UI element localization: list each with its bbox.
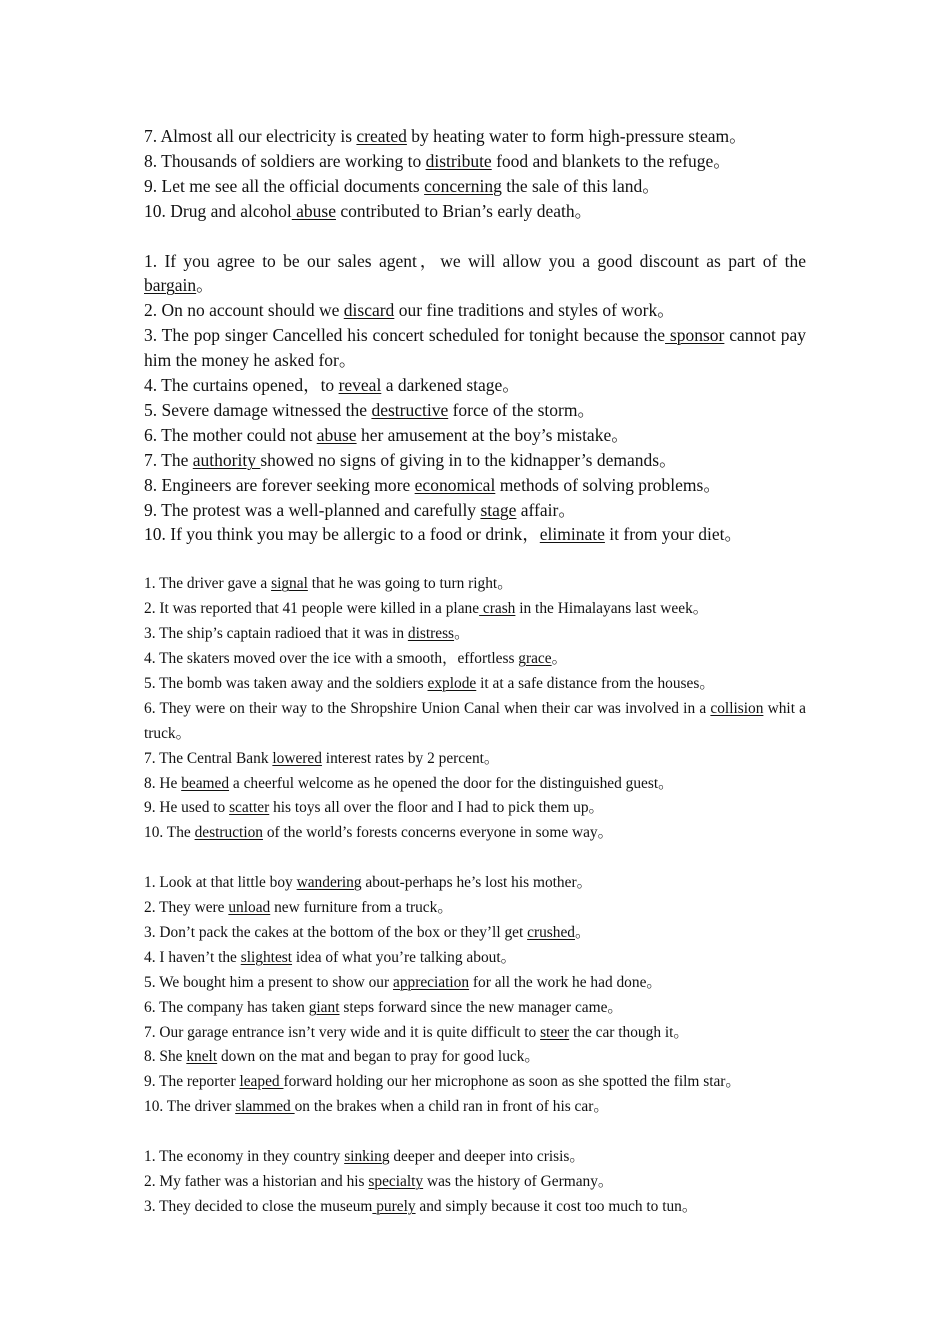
sentence-line <box>144 149 806 174</box>
sentence-text: the car though it。 <box>569 1023 689 1041</box>
answer-word: unload <box>228 899 271 917</box>
sentence-line <box>144 697 810 747</box>
answer-word: explode <box>427 674 477 692</box>
sentence-line <box>144 124 806 149</box>
answer-word: destructive <box>371 399 449 420</box>
document-page <box>144 124 811 1220</box>
sentence-text: that he was going to turn right。 <box>307 575 513 593</box>
sentence-text: 7. Our garage entrance isn’t very wide and it is quite difficult to <box>144 1023 541 1041</box>
answer-word: scatter <box>229 799 270 817</box>
sentence-text: 1. The driver gave a <box>144 575 272 593</box>
sentence-line <box>144 647 806 672</box>
sentence-line <box>144 1145 806 1170</box>
answer-word: sponsor <box>665 325 725 346</box>
answer-word: economical <box>414 474 496 495</box>
sentence-line <box>144 572 806 597</box>
sentence-line <box>144 622 806 647</box>
sentence-text: 5. Severe damage witnessed the <box>144 399 372 420</box>
sentence-text: 2. On no account should we <box>144 300 344 321</box>
sentence-text: 4. I haven’t the <box>144 948 241 966</box>
sentence-line <box>144 448 806 473</box>
sentence-text: 5. The bomb was taken away and the soldiers <box>144 674 428 692</box>
sentence-line <box>144 373 806 398</box>
sentence-text: her amusement at the boy’s mistake。 <box>356 424 629 445</box>
sentence-text: 10. The <box>144 824 195 842</box>
answer-word: steer <box>540 1023 570 1041</box>
sentence-line <box>144 423 806 448</box>
sentence-line <box>144 1195 806 1220</box>
sentence-line <box>144 747 806 772</box>
sentence-text: 8. Thousands of soldiers are working to <box>144 150 426 171</box>
sentence-line <box>144 1095 806 1120</box>
sentence-text: 3. The ship’s captain radioed that it was in <box>144 625 408 643</box>
sentence-text: force of the storm。 <box>448 399 595 420</box>
sentence-text: for all the work he had done。 <box>469 973 662 991</box>
sentence-line <box>144 597 806 622</box>
sentence-text: showed no signs of giving in to the kidnapper’s demands。 <box>260 449 677 470</box>
sentence-text: 4. The skaters moved over the ice with a smooth，effortless <box>144 650 519 667</box>
answer-word: reveal <box>338 375 382 396</box>
answer-word: concerning <box>424 175 502 196</box>
sentence-text: 2. My father was a historian and his <box>144 1173 369 1190</box>
sentence-text: forward holding our her microphone as soon as she spotted the film star。 <box>283 1073 741 1091</box>
sentence-text: whit a truck。 <box>144 699 810 742</box>
sentence-text: interest rates by 2 percent。 <box>321 749 500 767</box>
answer-word: eliminate <box>539 524 605 545</box>
sentence-line <box>144 398 806 423</box>
sentence-line <box>144 174 806 199</box>
answer-word: slightest <box>240 948 293 966</box>
sentence-line <box>144 249 811 299</box>
answer-word: destruction <box>194 824 263 842</box>
exercise-section <box>144 572 810 846</box>
sentence-text: on the brakes when a child ran in front of his car。 <box>294 1098 609 1116</box>
sentence-text: down on the mat and began to pray for good luck。 <box>217 1048 540 1066</box>
answer-word: lowered <box>272 749 322 767</box>
answer-word: crushed <box>527 923 575 941</box>
sentence-text: a cheerful welcome as he opened the door for the distinguished guest。 <box>229 774 674 792</box>
answer-word: bargain <box>144 275 197 296</box>
sentence-line <box>144 796 806 821</box>
answer-word: giant <box>308 998 340 1016</box>
answer-word: distribute <box>425 150 492 171</box>
answer-word: knelt <box>186 1048 218 1066</box>
sentence-text: was the history of Germany。 <box>423 1173 614 1190</box>
sentence-text: 7. Almost all our electricity is <box>144 126 357 146</box>
sentence-line <box>144 921 806 946</box>
sentence-text: 3. They decided to close the museum <box>144 1197 373 1215</box>
paragraph-gap <box>144 1120 806 1145</box>
sentence-text: 9. The reporter <box>144 1073 240 1091</box>
sentence-text: 8. He <box>144 774 182 792</box>
answer-word: stage <box>480 499 517 520</box>
sentence-line <box>144 772 806 797</box>
sentence-text: of the world’s forests concerns everyone in some way。 <box>262 824 614 842</box>
sentence-text: 10. The driver <box>144 1098 236 1116</box>
sentence-text: 6. The mother could not <box>144 424 317 445</box>
answer-word: signal <box>271 575 308 593</box>
answer-word: abuse <box>291 200 336 221</box>
sentence-text: 9. Let me see all the official documents <box>144 175 425 196</box>
answer-word: appreciation <box>392 973 470 991</box>
answer-word: beamed <box>181 774 230 792</box>
exercise-section <box>144 871 806 1120</box>
answer-word: collision <box>710 699 764 717</box>
sentence-line <box>144 896 806 921</box>
answer-word: created <box>356 126 407 146</box>
paragraph-gap <box>144 846 806 871</box>
sentence-text: 9. He used to <box>144 799 230 817</box>
answer-word: specialty <box>368 1173 424 1190</box>
sentence-text: food and blankets to the refuge。 <box>491 150 731 171</box>
sentence-text: 3. Don’t pack the cakes at the bottom of the box or they’ll get <box>144 923 528 941</box>
sentence-text: 10. Drug and alcohol <box>144 200 292 221</box>
sentence-text: cannot pay him the money he asked for。 <box>144 325 811 371</box>
sentence-text: 1. The economy in they country <box>144 1148 345 1166</box>
sentence-text: our fine traditions and styles of work。 <box>394 300 675 321</box>
sentence-line <box>144 323 811 373</box>
sentence-text: it at a safe distance from the houses。 <box>476 674 715 692</box>
sentence-text: 5. We bought him a present to show our <box>144 973 393 991</box>
paragraph-gap <box>144 547 806 572</box>
sentence-text: 。 <box>454 625 470 643</box>
sentence-text: 2. They were <box>144 899 229 917</box>
exercise-section <box>144 249 811 548</box>
sentence-text: 。 <box>551 650 568 667</box>
sentence-text: 6. The company has taken <box>144 998 309 1016</box>
sentence-text: 10. If you think you may be allergic to a food or drink， <box>144 524 540 545</box>
sentence-text: 7. The Central Bank <box>144 749 273 767</box>
sentence-text: and simply because it cost too much to tun。 <box>415 1197 698 1215</box>
answer-word: authority <box>192 449 261 470</box>
sentence-text: about-perhaps he’s lost his mother。 <box>361 874 592 892</box>
sentence-text: 1. Look at that little boy <box>144 874 297 892</box>
sentence-text: 。 <box>574 923 591 941</box>
sentence-text: deeper and deeper into crisis。 <box>389 1148 585 1166</box>
sentence-text: a darkened stage。 <box>381 375 520 396</box>
sentence-text: his toys all over the floor and I had to pick them up。 <box>269 799 604 817</box>
sentence-text: idea of what you’re talking about。 <box>292 948 517 966</box>
sentence-text: it from your diet。 <box>604 524 742 545</box>
sentence-text: new furniture from a truck。 <box>270 899 453 917</box>
sentence-text: steps forward since the new manager came。 <box>339 998 623 1016</box>
answer-word: slammed <box>235 1098 295 1116</box>
sentence-text: 8. Engineers are forever seeking more <box>144 474 415 495</box>
exercise-section <box>144 1145 806 1220</box>
paragraph-gap <box>144 224 806 249</box>
sentence-text: 9. The protest was a well-planned and carefully <box>144 499 481 520</box>
sentence-text: 3. The pop singer Cancelled his concert scheduled for tonight because the <box>144 325 666 346</box>
sentence-line <box>144 473 806 498</box>
sentence-text: by heating water to form high-pressure steam。 <box>406 126 747 146</box>
sentence-line <box>144 199 806 224</box>
answer-word: wandering <box>296 874 362 892</box>
sentence-text: methods of solving problems。 <box>495 474 721 495</box>
sentence-line <box>144 1170 806 1195</box>
sentence-text: 1. If you agree to be our sales agent，we will allow you a good discount as part of the <box>144 250 811 271</box>
sentence-line <box>144 871 806 896</box>
sentence-text: 。 <box>196 275 214 296</box>
answer-word: grace <box>518 650 552 667</box>
sentence-line <box>144 946 806 971</box>
sentence-line <box>144 971 806 996</box>
answer-word: purely <box>372 1197 416 1215</box>
answer-word: distress <box>407 625 455 643</box>
sentence-line <box>144 1045 806 1070</box>
sentence-text: in the Himalayans last week。 <box>515 600 709 618</box>
sentence-line <box>144 821 806 846</box>
sentence-text: 8. She <box>144 1048 187 1066</box>
answer-word: sinking <box>344 1148 390 1166</box>
sentence-text: 6. They were on their way to the Shropshire Union Canal when their car was involved in a <box>144 699 711 717</box>
exercise-section <box>144 124 806 224</box>
answer-word: abuse <box>316 424 357 445</box>
sentence-line <box>144 1070 806 1095</box>
sentence-line <box>144 298 806 323</box>
answer-word: crash <box>479 600 516 618</box>
answer-word: discard <box>343 300 395 321</box>
sentence-line <box>144 522 806 547</box>
sentence-text: the sale of this land。 <box>501 175 660 196</box>
answer-word: leaped <box>239 1073 284 1091</box>
sentence-line <box>144 996 806 1021</box>
sentence-line <box>144 1021 806 1046</box>
sentence-line <box>144 672 806 697</box>
sentence-line <box>144 498 806 523</box>
sentence-text: contributed to Brian’s early death。 <box>335 200 593 221</box>
sentence-text: 7. The <box>144 449 193 470</box>
sentence-text: affair。 <box>516 499 576 520</box>
sentence-text: 4. The curtains opened，to <box>144 375 339 396</box>
sentence-text: 2. It was reported that 41 people were killed in a plane <box>144 600 480 618</box>
